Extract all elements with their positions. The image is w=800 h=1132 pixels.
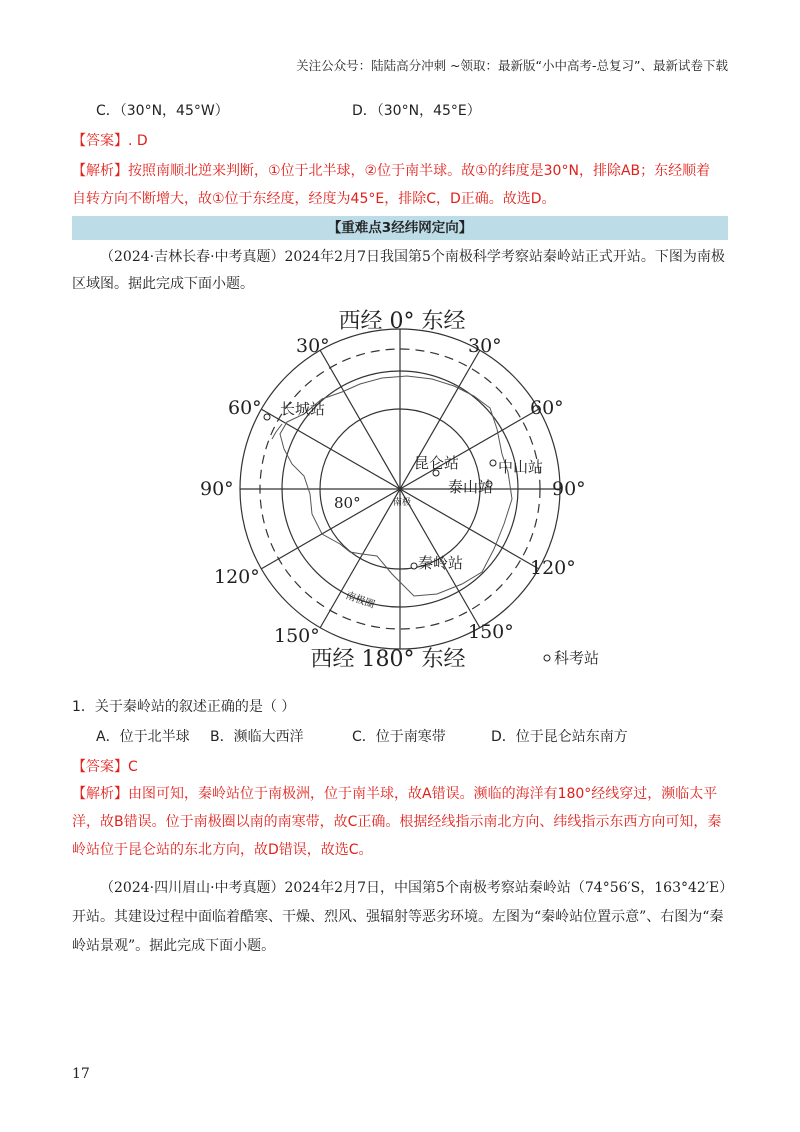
page-number: 17 [72,1066,90,1082]
q1-answer-tag: 【答案】 [72,759,128,775]
label-r60: 60° [530,397,564,419]
label-qinling: 秦岭站 [418,554,464,572]
label-l90: 90° [200,478,234,500]
answer-line [72,130,148,150]
label-changcheng: 长城站 [280,400,326,418]
answer-tag: 【答案】 [72,133,128,149]
label-pole: 南极 [393,498,412,508]
map-bottom-title: 西经 180° 东经 [310,647,466,672]
label-tl30: 30° [296,335,330,357]
zhongshan-station-marker [490,460,496,466]
page-header: 关注公众号：陆陆高分冲刺 ~领取：最新版“小中高考-总复习”、最新试卷下载 [296,58,728,73]
analysis-text-1: 按照南顺北逆来判断，①位于北半球，②位于南半球。故①的纬度是30°N，排除AB；东经顺着 [128,163,711,179]
qinling-station-marker [411,563,417,569]
label-tr30: 30° [468,335,502,357]
q1-answer-value: C [128,759,138,775]
q1-option-c: C．位于南寒带 [352,729,446,745]
antarctic-map [192,304,612,676]
q1-analysis [72,780,728,864]
analysis-line-1 [72,160,710,180]
label-r120: 120° [530,557,576,579]
label-r150: 150° [468,621,514,643]
label-kunlun: 昆仑站 [414,454,460,472]
option-d: D．（30°N，45°E） [352,103,481,119]
label-taishan: 泰山站 [448,478,494,496]
option-c: C．（30°N，45°W） [96,103,229,119]
map-top-title: 西经 0° 东经 [338,309,466,334]
label-legend: 科考站 [554,649,600,667]
q1-option-d: D．位于昆仑站东南方 [491,729,628,745]
q1-stem: 1．关于秦岭站的叙述正确的是（ ） [72,699,296,715]
intro-paragraph-2: （2024·四川眉山·中考真题）2024年2月7日，中国第5个南极考察站秦岭站（74°56′S，163°42′E）开站。其建设过程中面临着酷寒、干燥、烈风、强辐射等恶劣环境。左图为“秦岭站位置示意”、右图为“秦岭站景观”。据此完成下面小题。 [72,880,727,954]
answer-value: . D [128,133,148,149]
q1-answer-line [72,756,138,776]
q1-option-b: B．濒临大西洋 [210,729,304,745]
label-r90: 90° [552,478,586,500]
q1-analysis-text: 由图可知，秦岭站位于南极洲，位于南半球，故A错误。濒临的海洋有180°经线穿过，濒临太平洋，故B错误。位于南极圈以南的南寒带，故C正确。根据经线指示南北方向、纬线指示东西方向可知，秦岭站位于昆仑站的东北方向，故D错误，故选C。 [72,786,722,858]
label-lat80: 80° [334,494,361,512]
label-l120: 120° [214,566,260,588]
analysis-tag: 【解析】 [72,163,128,179]
label-antarctic-circle: 南极圈 [344,590,377,611]
q1-analysis-tag: 【解析】 [72,786,128,802]
q1-option-a: A．位于北半球 [96,729,190,745]
legend-station-marker [544,655,550,661]
section-banner: 【重难点3经纬网定向】 [72,216,728,240]
label-l150: 150° [274,625,320,647]
intro-paragraph-1: （2024·吉林长春·中考真题）2024年2月7日我国第5个南极科学考察站秦岭站正式开站。下图为南极区域图。据此完成下面小题。 [72,249,725,292]
label-zhongshan: 中山站 [498,458,544,476]
changcheng-station-marker [264,414,270,420]
analysis-line-2: 自转方向不断增大，故①位于东经度，经度为45°E，排除C，D正确。故选D。 [72,191,556,207]
antarctic-map-svg [192,304,612,676]
label-l60: 60° [228,397,262,419]
